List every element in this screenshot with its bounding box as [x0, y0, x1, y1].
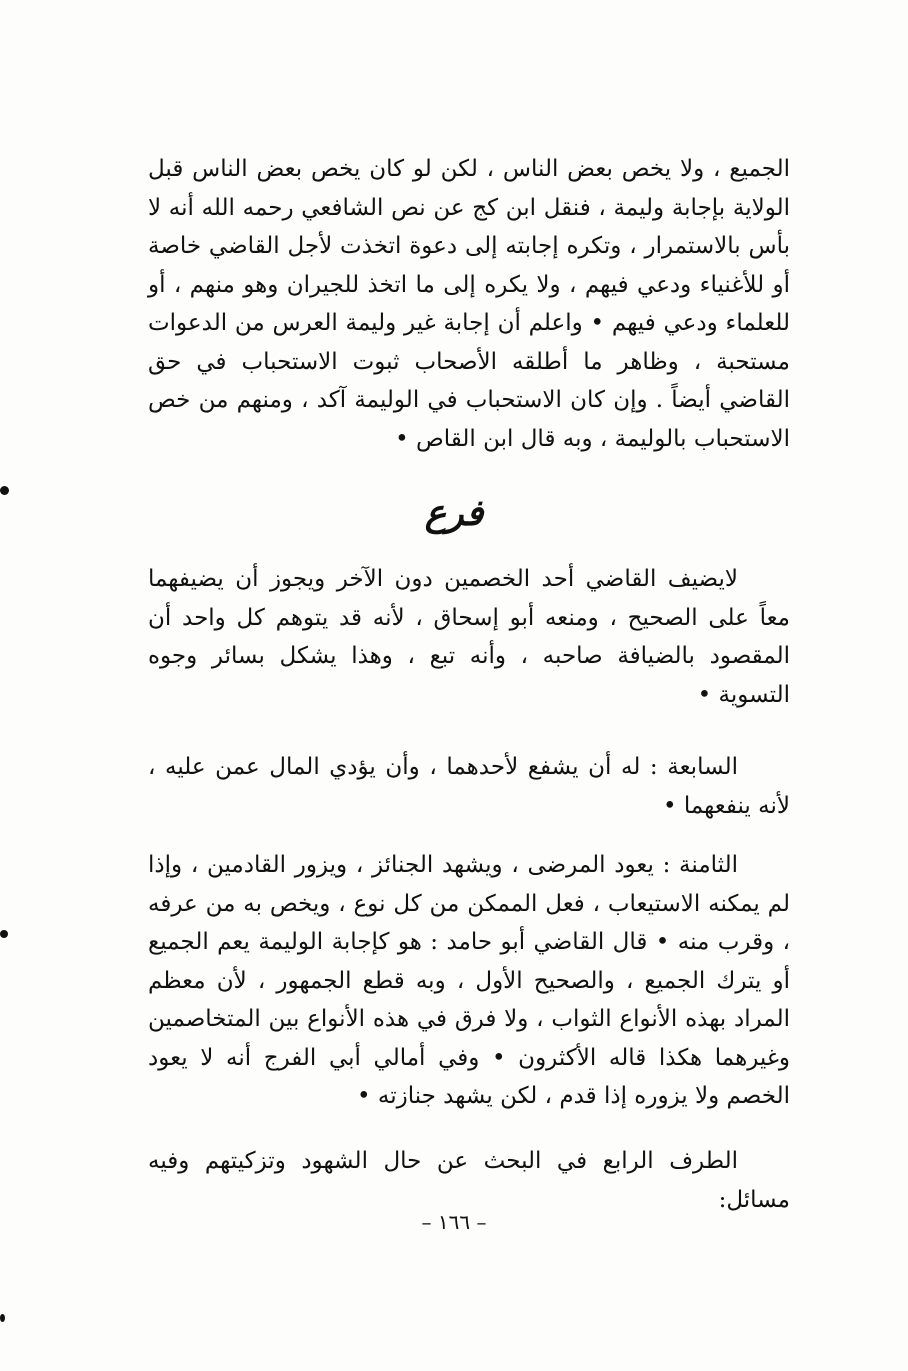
paragraph-1-text: الجميع ، ولا يخص بعض الناس ، لكن لو كان يخص بعض الناس قبل الولاية بإجابة وليمة ، فنقل ابن كج عن نص الشافعي رحمه الله أنه لا بأس بالاستمرار ، وتكره إجابته إلى دعوة اتخذت لأجل القاضي خاصة أو للأغنياء ودعي فيهم ، ولا يكره إلى ما اتخذ للجيران وهو منهم ، أو للعلماء ودعي فيهم • واعلم أن إجابة غير وليمة العرس من الدعوات مستحبة ، وظاهر ما أطلقه الأصحاب ثبوت الاستحباب في حق القاضي أيضاً . وإن كان الاستحباب في الوليمة آكد ، ومنهم من خص الاستحباب بالوليمة ، وبه قال ابن القاص •: [148, 156, 790, 452]
paragraph-3-text: السابعة : له أن يشفع لأحدهما ، وأن يؤدي المال عمن عليه ، لأنه ينفعهما •: [148, 754, 790, 819]
paragraph-1: [148, 150, 790, 458]
paragraph-4: [148, 846, 790, 1116]
paragraph-2-text: لايضيف القاضي أحد الخصمين دون الآخر ويجوز أن يضيفهما معاً على الصحيح ، ومنعه أبو إسحاق ، لأنه قد يتوهم كل واحد أن المقصود بالضيافة صاحبه ، وأنه تبع ، وهذا يشكل بسائر وجوه التسوية •: [148, 566, 790, 708]
paragraph-4-text: الثامنة : يعود المرضى ، ويشهد الجنائز ، ويزور القادمين ، وإذا لم يمكنه الاستيعاب ، فعل الممكن من كل نوع ، ويخص به من عرفه ، وقرب منه • قال القاضي أبو حامد : هو كإجابة الوليمة يعم الجميع أو يترك الجميع ، والصحيح الأول ، وبه قطع الجمهور ، لأن معظم المراد بهذه الأنواع الثواب ، ولا فرق في هذه الأنواع بين المتخاصمين وغيرهما هكذا قاله الأكثرون • وفي أمالي أبي الفرج أنه لا يعود الخصم ولا يزوره إذا قدم ، لكن يشهد جنازته •: [148, 852, 790, 1109]
page-number: – ١٦٦ –: [421, 1210, 487, 1234]
scan-mark: [0, 930, 8, 938]
section-heading: فرع: [424, 492, 484, 534]
paragraph-3: [148, 748, 790, 825]
paragraph-5: [148, 1142, 790, 1219]
paragraph-5-text: الطرف الرابع في البحث عن حال الشهود وتزكيتهم وفيه مسائل:: [148, 1148, 790, 1213]
paragraph-2: [148, 560, 790, 714]
scan-mark: [0, 486, 9, 495]
scan-mark: [0, 1314, 5, 1322]
